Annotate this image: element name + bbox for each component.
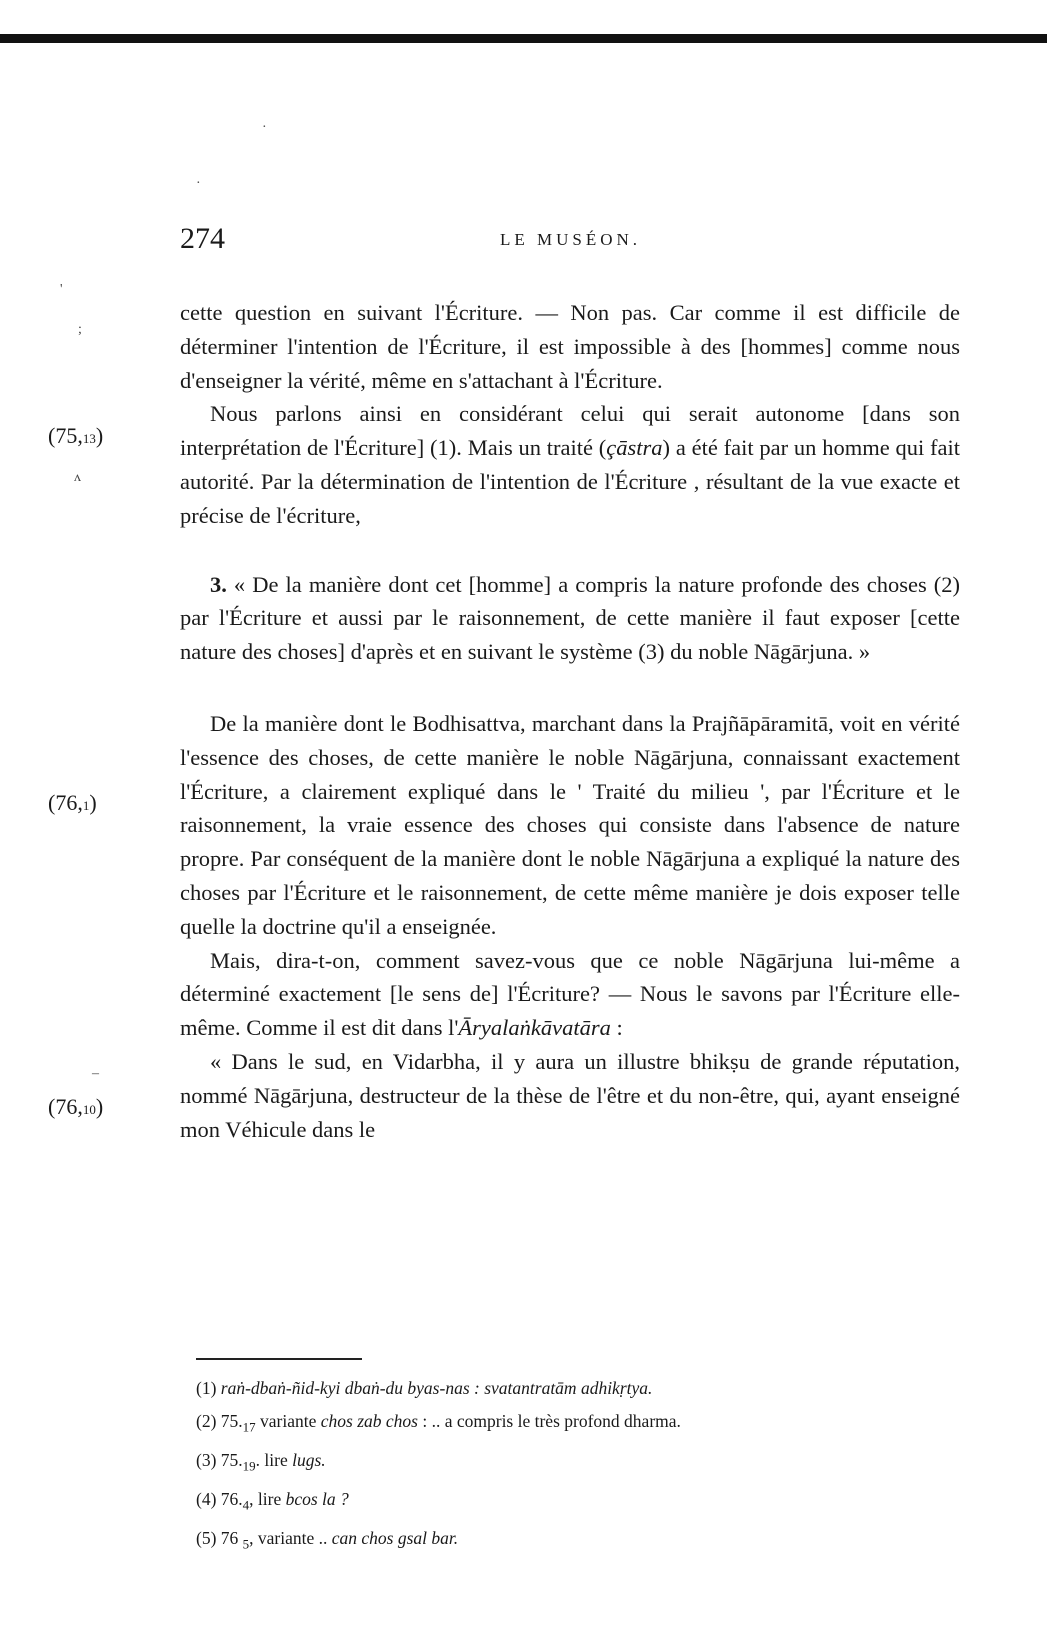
- margin-reference: (76,10): [48, 1094, 104, 1119]
- top-rule: [0, 34, 1047, 43]
- margin-ref-line: 13: [82, 431, 96, 446]
- subscript: 4: [242, 1497, 250, 1512]
- text-run: ) a été fait par un homme qui fait autorité. Par la détermination de l'intention de l'Écriture , résultant de la vue exacte et précise de l'écriture,: [180, 435, 961, 528]
- margin-ref-line: 1: [82, 798, 90, 813]
- spacer: [180, 669, 960, 707]
- margin-ref-line: 10: [82, 1102, 96, 1117]
- page-header: [180, 222, 960, 262]
- page-number: 274: [180, 222, 225, 255]
- body-text: [180, 296, 960, 1146]
- footnote-number: (3) 75.: [196, 1449, 243, 1470]
- footnote-number: (5) 76: [196, 1527, 243, 1548]
- print-speck: –: [92, 1066, 99, 1081]
- subscript: 19: [242, 1458, 256, 1473]
- footnote: [196, 1444, 976, 1483]
- paragraph: cette question en suivant l'Écriture. — Non pas. Car comme il est difficile de déterminer l'intention de l'Écriture, il est impossible à des [hommes] comme nous d'enseigner la vérité, même en s'attachant à l'Écriture.: [180, 300, 960, 393]
- text-run: Nous parlons ainsi en considérant celui qui serait autonome [dans son interprétation de l'Écriture] (1). Mais un traité (: [180, 401, 960, 461]
- print-speck: ;: [78, 322, 82, 337]
- footnote-rule: [196, 1358, 362, 1360]
- text-run: , lire: [249, 1488, 286, 1509]
- italic-term: çāstra: [606, 435, 663, 461]
- footnote-italic: can chos gsal bar.: [331, 1527, 459, 1548]
- print-speck: ʌ: [74, 470, 81, 485]
- margin-reference: (75,13): [48, 423, 104, 448]
- spacer: [180, 533, 960, 568]
- footnote: [196, 1405, 976, 1444]
- footnote-italic: chos zab chos: [320, 1410, 418, 1431]
- print-speck: ·: [196, 176, 201, 191]
- text-run: :: [610, 1015, 623, 1041]
- footnote: [196, 1483, 976, 1522]
- margin-reference: (76,1): [48, 790, 97, 815]
- paragraph: « Dans le sud, en Vidarbha, il y aura un illustre bhikṣu de grande réputation, nommé Nāgārjuna, destructeur de la thèse de l'être et du non-être, qui, ayant enseigné mon Véhicule dans le: [180, 1048, 960, 1142]
- paragraph: [180, 397, 960, 532]
- paragraph: De la manière dont le Bodhisattva, marchant dans la Prajñāpāramitā, voit en vérité l'essence des choses, de cette manière le noble Nāgārjuna, connaissant exactement l'Écriture, a clairement expliqué dans le ' Traité du milieu ', par l'Écriture et le raisonnement, la vraie essence des choses qui consiste dans l'absence de nature propre. Par conséquent de la manière dont le noble Nāgārjuna a expliqué la nature des choses par l'Écriture et le raisonnement, de cette même manière je dois exposer telle quelle la doctrine qu'il a enseignée.: [180, 710, 960, 939]
- text-run: « De la manière dont cet [homme] a compris la nature profonde des choses (2) par l'Écriture et aussi par le raisonnement, de cette manière il faut exposer [cette nature des choses] d'après et en suivant le système (3) du noble Nāgārjuna. »: [180, 571, 960, 665]
- text-run: , variante ..: [249, 1527, 332, 1548]
- print-speck: ': [60, 282, 63, 297]
- footnote-number: (2) 75.: [196, 1410, 243, 1431]
- footnote-number: (1): [196, 1378, 217, 1398]
- footnote-italic: lugs.: [292, 1449, 326, 1470]
- subscript: 5: [242, 1536, 250, 1551]
- text-run: Mais, dira-t-on, comment savez-vous que ce noble Nāgārjuna lui-même a déterminé exactement [le sens de] l'Écriture? — Nous le savons par l'Écriture elle-même. Comme il est dit dans l': [180, 947, 960, 1041]
- text-run: : .. a compris le très profond dharma.: [417, 1410, 681, 1431]
- text-run: . lire: [255, 1449, 293, 1470]
- subscript: 17: [242, 1419, 256, 1434]
- verse-paragraph: [180, 568, 960, 669]
- print-speck: ·: [262, 120, 267, 135]
- verse-number: 3.: [210, 571, 227, 597]
- footnote: [196, 1522, 976, 1561]
- paragraph: [180, 944, 960, 1045]
- footnote-italic: raṅ-dbaṅ-ñid-kyi dbaṅ-du byas-nas : svatantratām adhikṛtya.: [220, 1378, 653, 1398]
- footnote: [196, 1372, 976, 1405]
- footnote-italic: bcos la ?: [285, 1488, 349, 1509]
- running-title: LE MUSÉON.: [500, 230, 642, 249]
- footnotes: [196, 1372, 976, 1561]
- text-run: variante: [255, 1410, 321, 1431]
- footnote-number: (4) 76.: [196, 1488, 243, 1509]
- italic-title: Āryalaṅkāvatāra: [458, 1015, 611, 1041]
